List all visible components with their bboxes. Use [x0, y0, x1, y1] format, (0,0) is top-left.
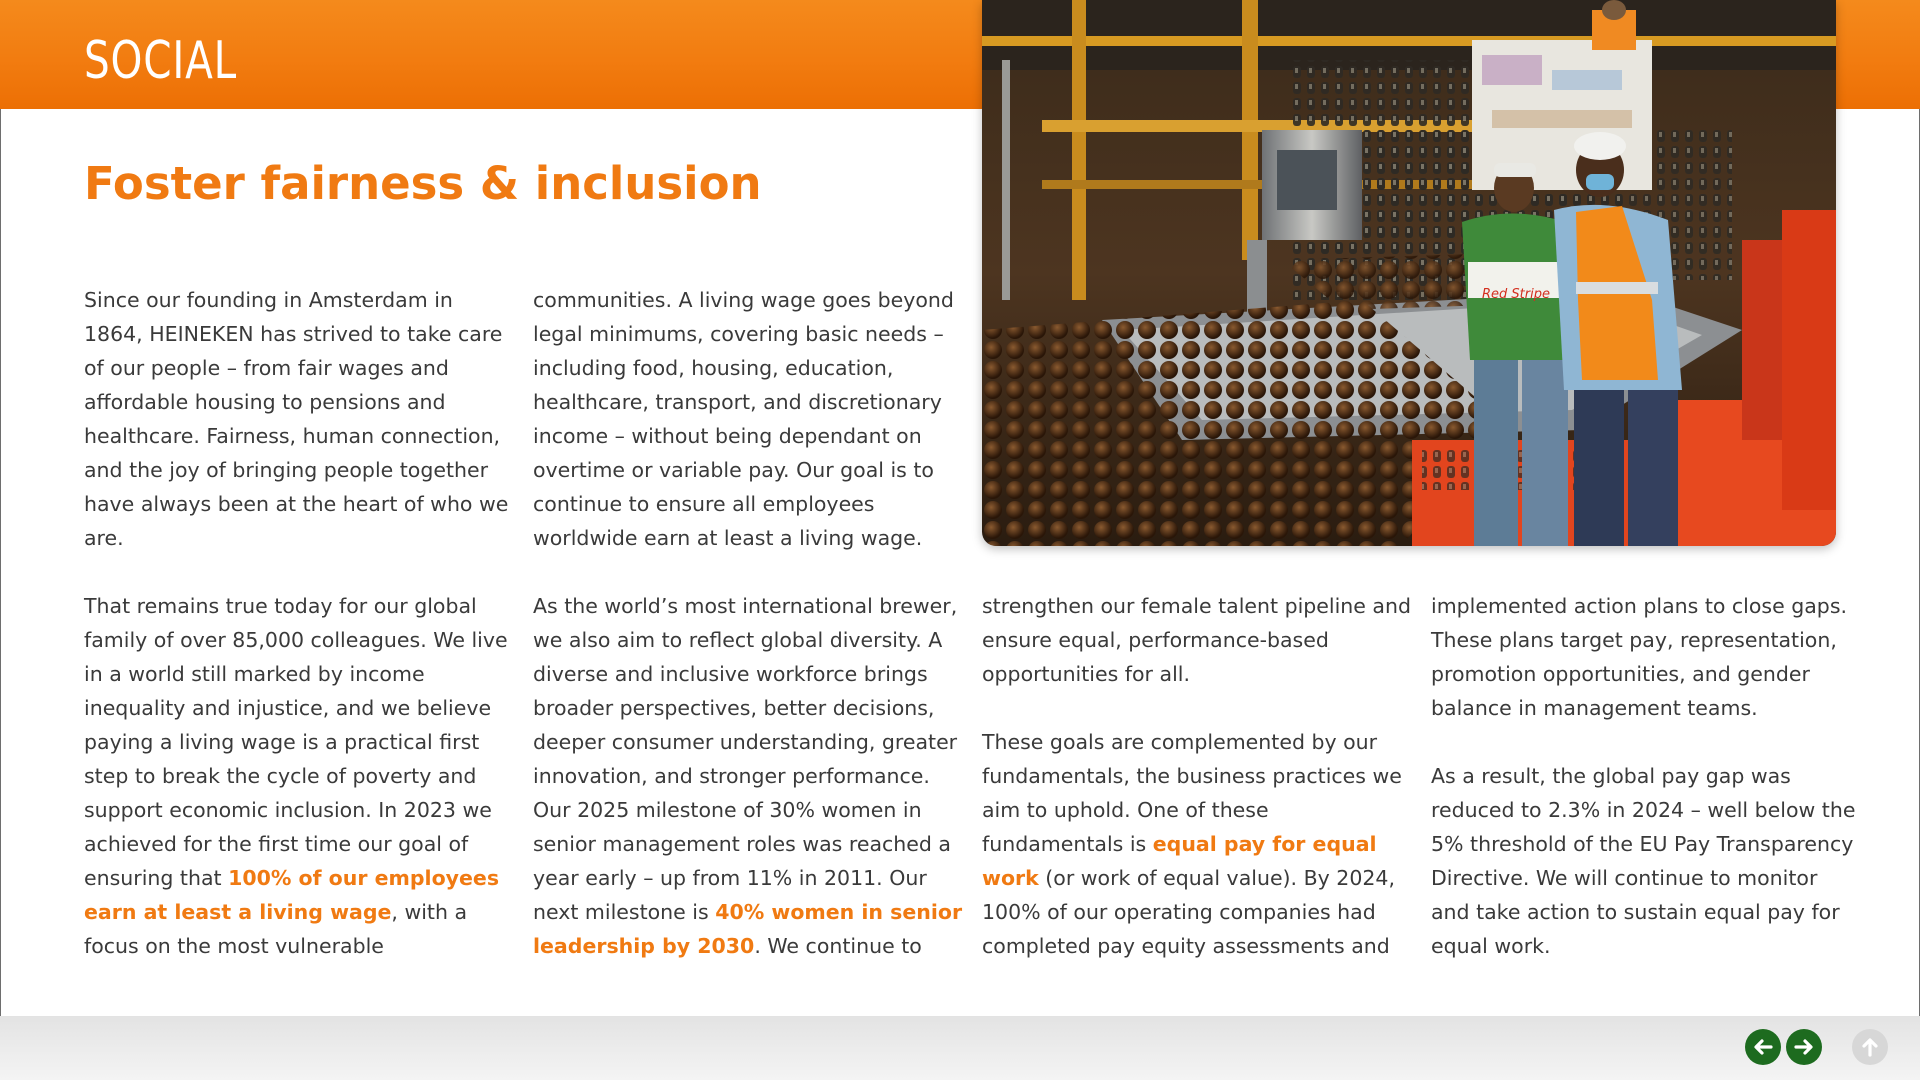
text-run: (or work of equal value). By 2024, 100% of our operating companies had completed pay equity assessments and: [982, 866, 1395, 958]
next-page-button[interactable]: [1786, 1029, 1822, 1065]
paragraph: communities. A living wage goes beyond legal minimums, covering basic needs – including food, housing, education, healthcare, transport, and discretionary income – without being dependant on overtime or variable pay. Our goal is to continue to ensure all employees worldwide earn at least a living wage.: [533, 288, 954, 550]
text-run: . We continue to: [754, 934, 922, 958]
paragraph: [533, 589, 963, 963]
text-column-1: [84, 283, 514, 963]
section-label: SOCIAL: [84, 31, 237, 91]
paragraph: As a result, the global pay gap was reduced to 2.3% in 2024 – well below the 5% threshold of the EU Pay Transparency Directive. We will continue to monitor and take action to sustain equal pay for equal work.: [1431, 764, 1856, 958]
arrow-right-icon: [1791, 1034, 1817, 1060]
paragraph: implemented action plans to close gaps. These plans target pay, representation, promotion opportunities, and gender balance in management teams.: [1431, 594, 1848, 720]
highlight-women-leadership: 40% women in senior leadership by 2030: [533, 900, 963, 958]
highlight-equal-pay: equal pay for equal work: [982, 832, 1377, 890]
previous-page-button[interactable]: [1745, 1029, 1781, 1065]
text-column-3: [982, 589, 1412, 963]
highlight-living-wage: 100% of our employees earn at least a living wage: [84, 866, 500, 924]
paragraph: Since our founding in Amsterdam in 1864, HEINEKEN has strived to take care of our people – from fair wages and affordable housing to pensions and healthcare. Fairness, human connection, and the joy of bringing people together have always been at the heart of who we are.: [84, 288, 509, 550]
paragraph: [84, 589, 514, 963]
footer-bar: [0, 1016, 1920, 1080]
shirt-brand-text: Red Stripe: [1482, 287, 1550, 302]
brewery-photo: [982, 0, 1836, 546]
text-run: These goals are complemented by our fundamentals, the business practices we aim to uphold. One of these fundamentals is: [982, 730, 1402, 856]
page-title: Foster fairness & inclusion: [84, 157, 762, 210]
paragraph: [982, 725, 1412, 963]
text-column-2: [533, 283, 963, 963]
text-run: , with a focus on the most vulnerable: [84, 900, 468, 958]
text-run: As the world’s most international brewer, we also aim to reflect global diversity. A diverse and inclusive workforce brings broader perspectives, better decisions, deeper consumer understanding, greater innovation, and stronger performance. Our 2025 milestone of 30% women in senior management roles was reached a year early – up from 11% in 2011. Our next milestone is: [533, 594, 958, 924]
arrow-left-icon: [1750, 1034, 1776, 1060]
text-run: That remains true today for our global family of over 85,000 colleagues. We live in a world still marked by income inequality and injustice, and we believe paying a living wage is a practical first step to break the cycle of poverty and support economic inclusion. In 2023 we achieved for the first time our goal of ensuring that: [84, 594, 508, 890]
arrow-up-icon: [1857, 1034, 1883, 1060]
back-to-top-button[interactable]: [1852, 1029, 1888, 1065]
text-column-4: [1431, 589, 1861, 963]
paragraph: strengthen our female talent pipeline and ensure equal, performance-based opportunities for all.: [982, 594, 1411, 686]
